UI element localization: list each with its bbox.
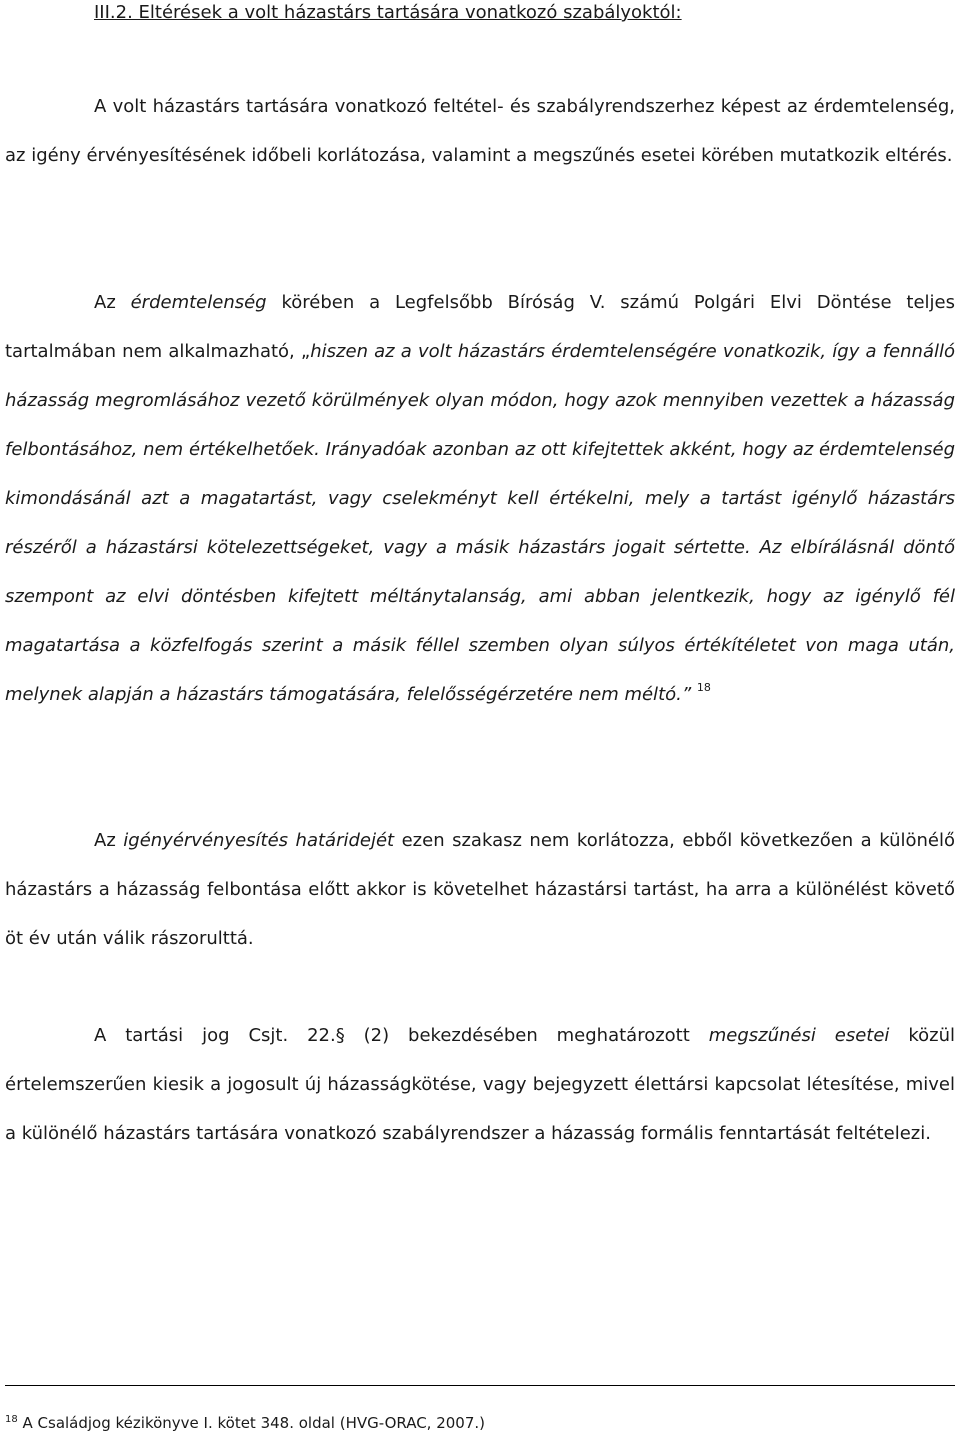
paragraph-1-text: A volt házastárs tartására vonatkozó feltétel- és szabályrendszerhez képest az érdemtelenség, az igény érvényesítésének időbeli korlátozása, valamint a megszűnés esetei körében mutatkozik eltérés.	[5, 96, 955, 166]
paragraph-3-italic-term: igényérvényesítés határidejét	[123, 830, 395, 851]
paragraph-4-text-a: A tartási jog Csjt. 22.§ (2) bekezdésében meghatározott	[94, 1025, 709, 1046]
section-heading: III.2. Eltérések a volt házastárs tartására vonatkozó szabályoktól:	[94, 2, 682, 23]
paragraph-2-quote-close: ”	[681, 684, 697, 705]
paragraph-2-italic-term: érdemtelenség	[130, 292, 267, 313]
paragraph-3-text-c: ezen szakasz nem korlátozza, ebből következően a különélő házastárs a házasság felbontása előtt akkor is követelhet házastársi tartást, ha arra a különélést követő öt év után válik rászorulttá.	[5, 830, 955, 949]
footnote-number: 18	[5, 1414, 18, 1425]
footnote	[5, 1412, 485, 1434]
paragraph-2-text-a: Az	[94, 292, 131, 313]
footnote-divider	[5, 1385, 955, 1386]
paragraph-3-text-a: Az	[94, 830, 124, 851]
paragraph-2-quote: hiszen az a volt házastárs érdemtelenségére vonatkozik, így a fennálló házasság megromlásához vezető körülmények olyan módon, hogy azok mennyiben vezettek a házasság felbontásához, nem értékelhetőek. Irányadóak azonban az ott kifejtettek akként, hogy az érdemtelenség kimondásánál azt a magatartást, vagy cselekményt kell értékelni, mely a tartást igénylő házastárs részéről a házastársi kötelezettségeket, vagy a másik házastárs jogait sértette. Az elbírálásnál döntő szempont az elvi döntésben kifejtett méltánytalanság, ami abban jelentkezik, hogy az igénylő fél magatartása a közfelfogás szerint a másik féllel szemben olyan súlyos értékítéletet von maga után, melynek alapján a házastárs támogatására, felelősségérzetére nem méltó.	[5, 341, 955, 705]
paragraph-1	[5, 82, 955, 180]
paragraph-2	[5, 278, 955, 719]
paragraph-4-italic-term: megszűnési esetei	[708, 1025, 890, 1046]
paragraph-4-text-c: közül értelemszerűen kiesik a jogosult új házasságkötése, vagy bejegyzett élettársi kapcsolat létesítése, mivel a különélő házastárs tartására vonatkozó szabályrendszer a házasság formális fenntartását feltételezi.	[5, 1025, 956, 1144]
paragraph-4	[5, 1011, 955, 1158]
paragraph-2-text-c: körében a Legfelsőbb Bíróság V. számú Polgári Elvi Döntése teljes tartalmában nem alkalmazható, „	[5, 292, 955, 362]
footnote-reference[interactable]: 18	[696, 681, 711, 694]
footnote-text: A Családjog kézikönyve I. kötet 348. oldal (HVG-ORAC, 2007.)	[17, 1414, 486, 1432]
paragraph-3	[5, 816, 955, 963]
